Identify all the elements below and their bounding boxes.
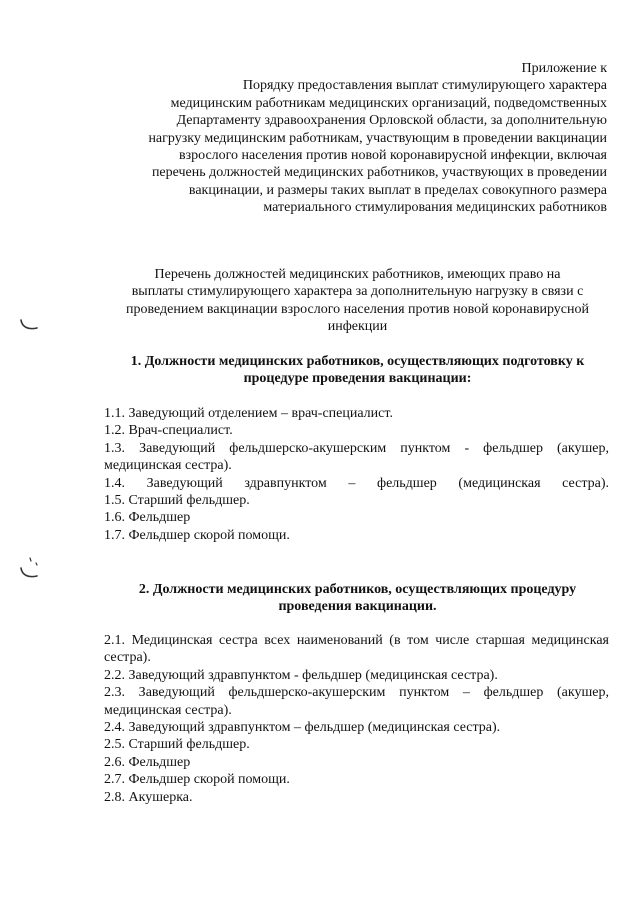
appendix-line: вакцинации, и размеры таких выплат в пределах совокупного размера bbox=[188, 182, 607, 198]
section-1-heading bbox=[100, 353, 615, 388]
scan-mark bbox=[18, 318, 40, 332]
list-item: 2.5. Старший фельдшер. bbox=[104, 737, 250, 753]
section-1-list bbox=[104, 405, 609, 544]
heading-line: процедуре проведения вакцинации: bbox=[243, 371, 472, 387]
list-item: 1.5. Старший фельдшер. bbox=[104, 493, 250, 509]
list-item: 1.2. Врач-специалист. bbox=[104, 423, 233, 439]
list-item: 1.3. Заведующий фельдшерско-акушерским пунктом - фельдшер (акушер, медицинская сестра). bbox=[104, 440, 609, 474]
section-2-heading bbox=[100, 581, 615, 616]
title-line: Перечень должностей медицинских работников, имеющих право на bbox=[154, 267, 561, 282]
heading-line: 2. Должности медицинских работников, осуществляющих процедуру bbox=[138, 582, 577, 597]
list-item: 1.6. Фельдшер bbox=[104, 510, 191, 526]
title-line: выплаты стимулирующего характера за дополнительную нагрузку в связи с bbox=[131, 284, 584, 300]
title-line: проведением вакцинации взрослого населения против новой коронавирусной bbox=[125, 301, 589, 317]
appendix-line: Департаменту здравоохранения Орловской области, за дополнительную bbox=[176, 113, 607, 129]
list-item: 2.3. Заведующий фельдшерско-акушерским пунктом – фельдшер (акушер, медицинская сестра). bbox=[104, 685, 609, 718]
heading-line: 1. Должности медицинских работников, осуществляющих подготовку к bbox=[130, 354, 585, 369]
appendix-line: медицинским работникам медицинских организаций, подведомственных bbox=[170, 95, 607, 111]
appendix-line: Порядку предоставления выплат стимулирующего характера bbox=[242, 78, 607, 94]
scan-mark bbox=[18, 556, 40, 582]
appendix-line: нагрузку медицинским работникам, участвующим в проведении вакцинации bbox=[148, 130, 607, 146]
list-item: 2.4. Заведующий здравпунктом – фельдшер (медицинская сестра). bbox=[104, 720, 501, 736]
list-item: 2.2. Заведующий здравпунктом - фельдшер (медицинская сестра). bbox=[104, 667, 498, 683]
list-item: 2.7. Фельдшер скорой помощи. bbox=[104, 772, 290, 788]
appendix-line: Приложение к bbox=[521, 61, 607, 76]
list-item: 1.4. Заведующий здравпунктом – фельдшер (медицинская сестра). bbox=[104, 475, 609, 491]
appendix-header bbox=[67, 60, 607, 217]
document-title bbox=[100, 266, 615, 336]
list-item: 2.6. Фельдшер bbox=[104, 754, 191, 770]
appendix-line: перечень должностей медицинских работников, участвующих в проведении bbox=[151, 165, 607, 181]
list-item: 1.1. Заведующий отделением – врач-специалист. bbox=[104, 406, 393, 421]
heading-line: проведения вакцинации. bbox=[278, 599, 437, 615]
section-2-list bbox=[104, 632, 609, 806]
list-item: 1.7. Фельдшер скорой помощи. bbox=[104, 527, 290, 543]
appendix-line: материального стимулирования медицинских работников bbox=[263, 200, 607, 216]
list-item: 2.1. Медицинская сестра всех наименований (в том числе старшая медицинская сестра). bbox=[104, 633, 609, 666]
appendix-line: взрослого населения против новой коронавирусной инфекции, включая bbox=[178, 148, 607, 164]
title-line: инфекции bbox=[327, 319, 388, 335]
list-item: 2.8. Акушерка. bbox=[104, 789, 193, 805]
